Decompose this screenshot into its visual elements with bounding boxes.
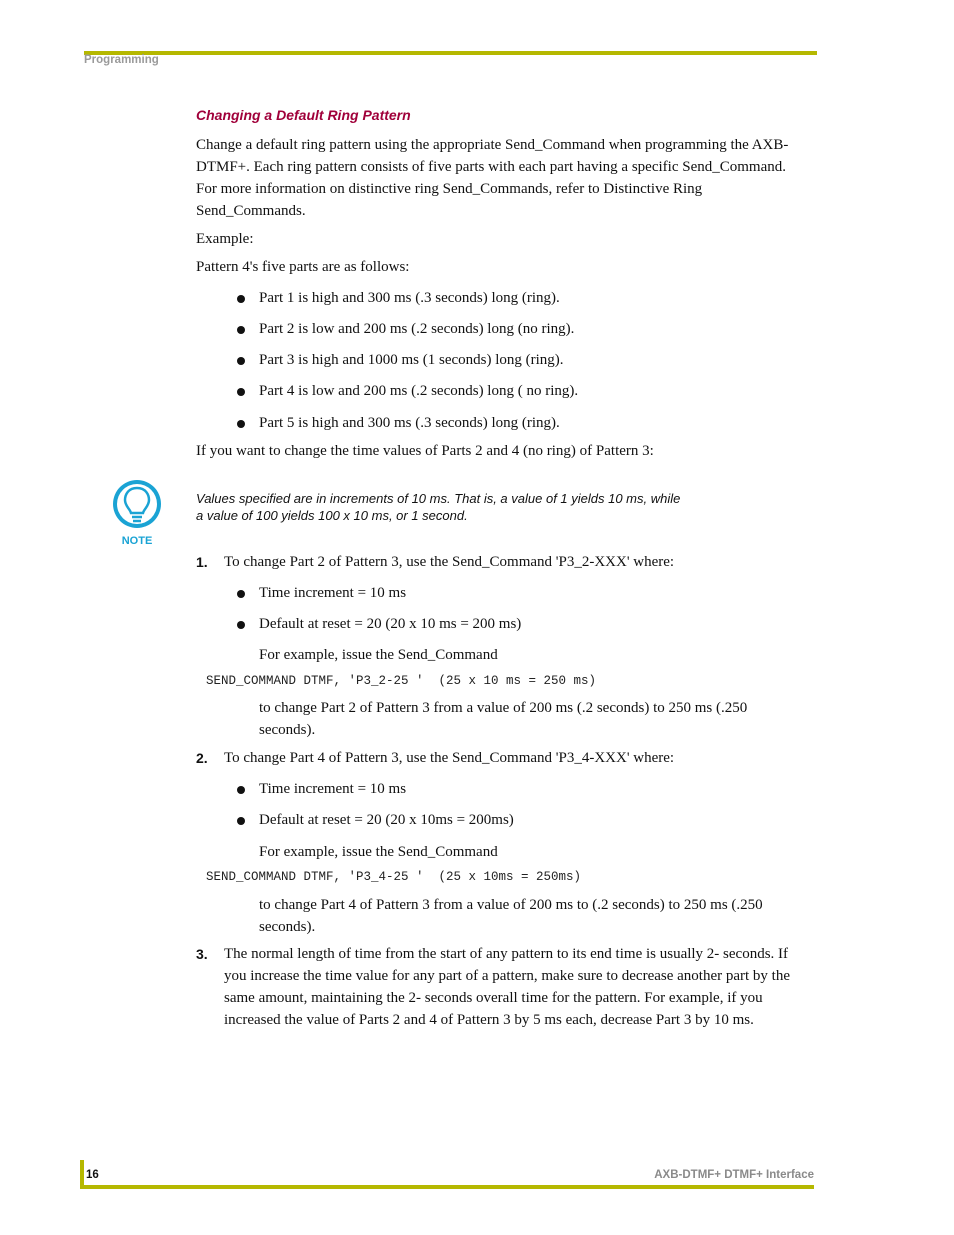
step-number: 1. — [196, 554, 208, 570]
bullet-icon — [237, 295, 245, 303]
step-text: To change Part 2 of Pattern 3, use the Send_Command 'P3_2-XXX' where: — [224, 554, 675, 570]
bullet-icon — [237, 326, 245, 334]
intro-line: Send_Commands. — [196, 203, 306, 219]
list-item: Part 5 is high and 300 ms (.3 seconds) long (ring). — [237, 412, 819, 434]
note-text — [196, 490, 736, 524]
list-item: Default at reset = 20 (20 x 10 ms = 200 ms) — [237, 613, 819, 635]
list-item: Part 3 is high and 1000 ms (1 seconds) long (ring). — [237, 349, 819, 371]
list-item: Time increment = 10 ms — [237, 778, 819, 800]
footer-doc-title: AXB-DTMF+ DTMF+ Interface — [654, 1169, 814, 1181]
step-number: 3. — [196, 946, 208, 962]
bullet-icon — [237, 357, 245, 365]
bullet-icon — [237, 420, 245, 428]
change-intro: If you want to change the time values of Parts 2 and 4 (no ring) of Pattern 3: — [196, 443, 654, 459]
note-line: Values specified are in increments of 10 ms. That is, a value of 1 yields 10 ms, while — [196, 491, 681, 506]
header-rule — [84, 51, 817, 55]
code-line: SEND_COMMAND DTMF, 'P3_4-25 ' (25 x 10ms = 250ms) — [206, 870, 582, 884]
step-result: to change Part 4 of Pattern 3 from a value of 200 ms to (.2 seconds) to 250 ms (.250 seconds). — [259, 897, 763, 935]
code-line: SEND_COMMAND DTMF, 'P3_2-25 ' (25 x 10 ms = 250 ms) — [206, 674, 597, 688]
step-text: The normal length of time from the start of any pattern to its end time is usually 2- seconds. If you increase the time value for any part of a pattern, make sure to decrease another part by the same amount, maintaining the 2- seconds overall time for the pattern. For example, if you increased the value of Parts 2 and 4 of Pattern 3 by 5 ms each, decrease Part 3 by 10 ms. — [224, 946, 791, 1028]
bullet-icon — [237, 590, 245, 598]
pattern-intro: Pattern 4's five parts are as follows: — [196, 259, 410, 275]
step-text: To change Part 4 of Pattern 3, use the Send_Command 'P3_4-XXX' where: — [224, 750, 675, 766]
step-result: to change Part 2 of Pattern 3 from a value of 200 ms (.2 seconds) to 250 ms (.250 seconds). — [259, 700, 748, 738]
list-item: Part 1 is high and 300 ms (.3 seconds) long (ring). — [237, 287, 819, 309]
list-item: Default at reset = 20 (20 x 10ms = 200ms) — [237, 809, 819, 831]
intro-line: For more information on distinctive ring Send_Commands, refer to Distinctive Ring — [196, 181, 703, 197]
bullet-icon — [237, 621, 245, 629]
bullet-icon — [237, 786, 245, 794]
list-item: Part 2 is low and 200 ms (.2 seconds) long (no ring). — [237, 318, 819, 340]
step-number: 2. — [196, 750, 208, 766]
example-intro: For example, issue the Send_Command — [259, 844, 498, 860]
header-section-label: Programming — [84, 54, 159, 66]
intro-line: Change a default ring pattern using the appropriate Send_Command when programming the AXB- — [196, 137, 789, 153]
note-line: a value of 100 yields 100 x 10 ms, or 1 second. — [196, 508, 468, 523]
section-title: Changing a Default Ring Pattern — [196, 107, 411, 123]
intro-line: DTMF+. Each ring pattern consists of five parts with each part having a specific Send_Command. — [196, 159, 786, 175]
intro-paragraph — [196, 134, 818, 222]
note-icon — [108, 478, 166, 548]
list-item: Part 4 is low and 200 ms (.2 seconds) long ( no ring). — [237, 380, 819, 402]
footer-rule — [80, 1185, 814, 1189]
example-label: Example: — [196, 231, 254, 247]
example-intro: For example, issue the Send_Command — [259, 647, 498, 663]
page-number: 16 — [86, 1169, 99, 1181]
bullet-icon — [237, 388, 245, 396]
note-icon-label: NOTE — [121, 535, 153, 547]
list-item: Time increment = 10 ms — [237, 582, 819, 604]
bullet-icon — [237, 817, 245, 825]
